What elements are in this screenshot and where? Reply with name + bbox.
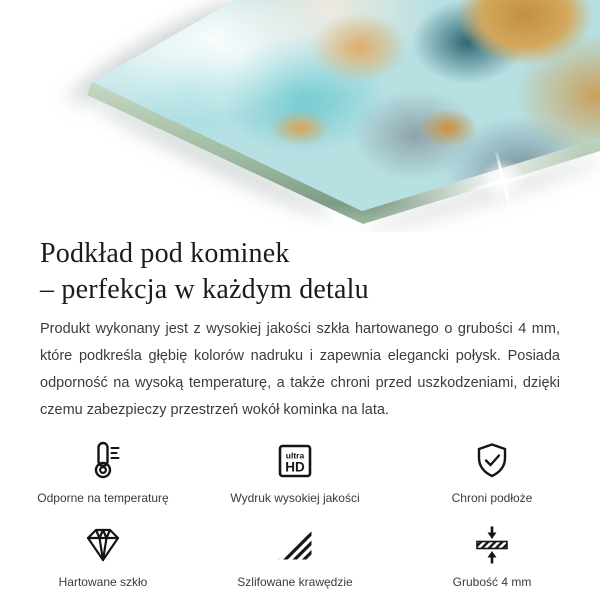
shield-check-icon	[470, 439, 514, 483]
page-title-line1: Podkład pod kominek	[40, 238, 290, 269]
feature-grid	[0, 439, 600, 589]
feature-temperature	[0, 439, 206, 505]
thickness-compress-icon	[470, 523, 514, 567]
feature-label: Hartowane szkło	[58, 575, 148, 589]
ultra-hd-badge-bottom: HD	[285, 459, 305, 475]
feature-protects-floor	[384, 439, 600, 505]
feature-label: Chroni podłoże	[451, 491, 533, 505]
feature-tempered-glass	[0, 523, 206, 589]
feature-label: Wydruk wysokiej jakości	[230, 491, 360, 505]
feature-label: Grubość 4 mm	[452, 575, 532, 589]
feature-label: Szlifowane krawędzie	[237, 575, 353, 589]
feature-polished-edges	[206, 523, 384, 589]
ultra-hd-icon	[273, 439, 317, 483]
product-hero-image	[0, 0, 600, 232]
feature-print-quality	[206, 439, 384, 505]
product-description: Produkt wykonany jest z wysokiej jakości szkła hartowanego o grubości 4 mm, które podkreśla głębię kolorów nadruku i zapewnia elegancki połysk. Posiada odporność na wysoką temperaturę, a także chroni przed uszkodzeniami, dzięki czemu zabezpieczy przestrzeń wokół kominka na lata.	[40, 321, 560, 418]
ultra-hd-badge-top: ultra	[285, 450, 305, 461]
page-title-line2: – perfekcja w każdym detalu	[40, 274, 369, 305]
page-title	[40, 236, 560, 308]
bevel-stripes-icon	[273, 523, 317, 567]
diamond-icon	[81, 523, 125, 567]
feature-thickness	[384, 523, 600, 589]
feature-label: Odporne na temperaturę	[37, 491, 169, 505]
thermometer-icon	[81, 439, 125, 483]
